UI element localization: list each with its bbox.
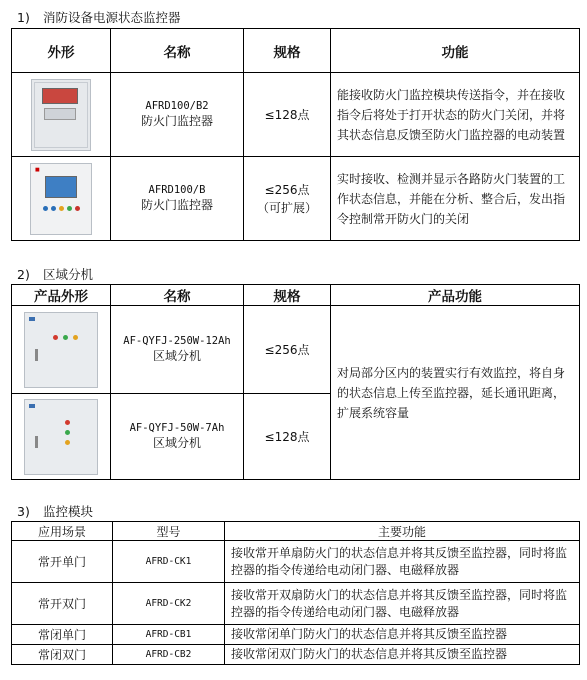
product-model: AF-QYFJ-50W-7Ah	[129, 421, 225, 434]
product-model: AF-QYFJ-250W-12Ah	[123, 334, 231, 347]
header-function: 产品功能	[331, 285, 580, 306]
module-table	[11, 521, 580, 665]
scene-label: 常开单门	[12, 541, 113, 583]
product-name: 区域分机	[152, 348, 201, 363]
table-row	[12, 541, 580, 583]
table-row	[12, 625, 580, 645]
section-1-heading: 1) 消防设备电源状态监控器	[17, 10, 181, 25]
section-3-heading: 3) 监控模块	[17, 504, 94, 519]
table-row	[12, 306, 580, 394]
region-unit-50w-image	[24, 399, 98, 475]
table-row	[12, 645, 580, 665]
product-spec-note: （可扩展）	[256, 200, 317, 215]
module-function: 接收常闭双门防火门的状态信息并将其反馈至监控器	[225, 645, 580, 665]
scene-label: 常闭单门	[12, 625, 113, 645]
table-header-row	[12, 522, 580, 541]
module-function: 接收常开单扇防火门的状态信息并将其反馈至监控器，同时将监控器的指令传递给电动闭门器、电磁释放器	[225, 541, 580, 583]
module-model: AFRD-CK1	[113, 541, 225, 583]
product-function: 能接收防火门监控模块传送指令，并在接收指令后将处于打开状态的防火门关闭，并将其状态信息反馈至防火门监控器的电动装置	[331, 73, 580, 157]
product-image-cell	[12, 157, 111, 241]
header-function: 功能	[331, 29, 580, 73]
header-spec: 规格	[244, 285, 331, 306]
header-scene: 应用场景	[12, 522, 113, 541]
module-function: 接收常闭单门防火门的状态信息并将其反馈至监控器	[225, 625, 580, 645]
header-function: 主要功能	[225, 522, 580, 541]
product-name: 防火门监控器	[140, 197, 213, 212]
product-name: 防火门监控器	[140, 113, 213, 128]
product-spec: ≤128点	[244, 394, 331, 480]
module-function: 接收常开双扇防火门的状态信息并将其反馈至监控器，同时将监控器的指令传递给电动闭门器、电磁释放器	[225, 583, 580, 625]
region-unit-table	[11, 284, 580, 480]
module-model: AFRD-CB2	[113, 645, 225, 665]
table-header-row	[12, 285, 580, 306]
region-unit-250w-image	[24, 312, 98, 388]
header-name: 名称	[111, 285, 244, 306]
module-model: AFRD-CB1	[113, 625, 225, 645]
product-function: 实时接收、检测并显示各路防火门装置的工作状态信息，并能在分析、整合后，发出指令控制常开防火门的关闭	[331, 157, 580, 241]
scene-label: 常闭双门	[12, 645, 113, 665]
product-model: AFRD100/B	[148, 183, 206, 196]
product-spec: ≤128点	[244, 73, 331, 157]
monitor-table	[11, 28, 580, 241]
product-function: 对局部分区内的装置实行有效监控，将自身的状态信息上传至监控器，延长通讯距离，扩展系统容量	[331, 306, 580, 480]
header-name: 名称	[111, 29, 244, 73]
header-spec: 规格	[244, 29, 331, 73]
product-spec: ≤256点	[264, 182, 310, 197]
scene-label: 常开双门	[12, 583, 113, 625]
header-appearance: 外形	[12, 29, 111, 73]
table-row	[12, 73, 580, 157]
section-2-heading: 2) 区域分机	[17, 267, 94, 282]
module-model: AFRD-CK2	[113, 583, 225, 625]
table-row	[12, 583, 580, 625]
table-header-row	[12, 29, 580, 73]
table-row	[12, 157, 580, 241]
product-image-cell	[12, 73, 111, 157]
product-model: AFRD100/B2	[145, 99, 209, 112]
product-spec: ≤256点	[244, 306, 331, 394]
fire-door-monitor-b-image: ■	[30, 163, 92, 235]
product-name: 区域分机	[152, 435, 201, 450]
header-model: 型号	[113, 522, 225, 541]
header-appearance: 产品外形	[12, 285, 111, 306]
fire-door-monitor-b2-image	[31, 79, 91, 151]
